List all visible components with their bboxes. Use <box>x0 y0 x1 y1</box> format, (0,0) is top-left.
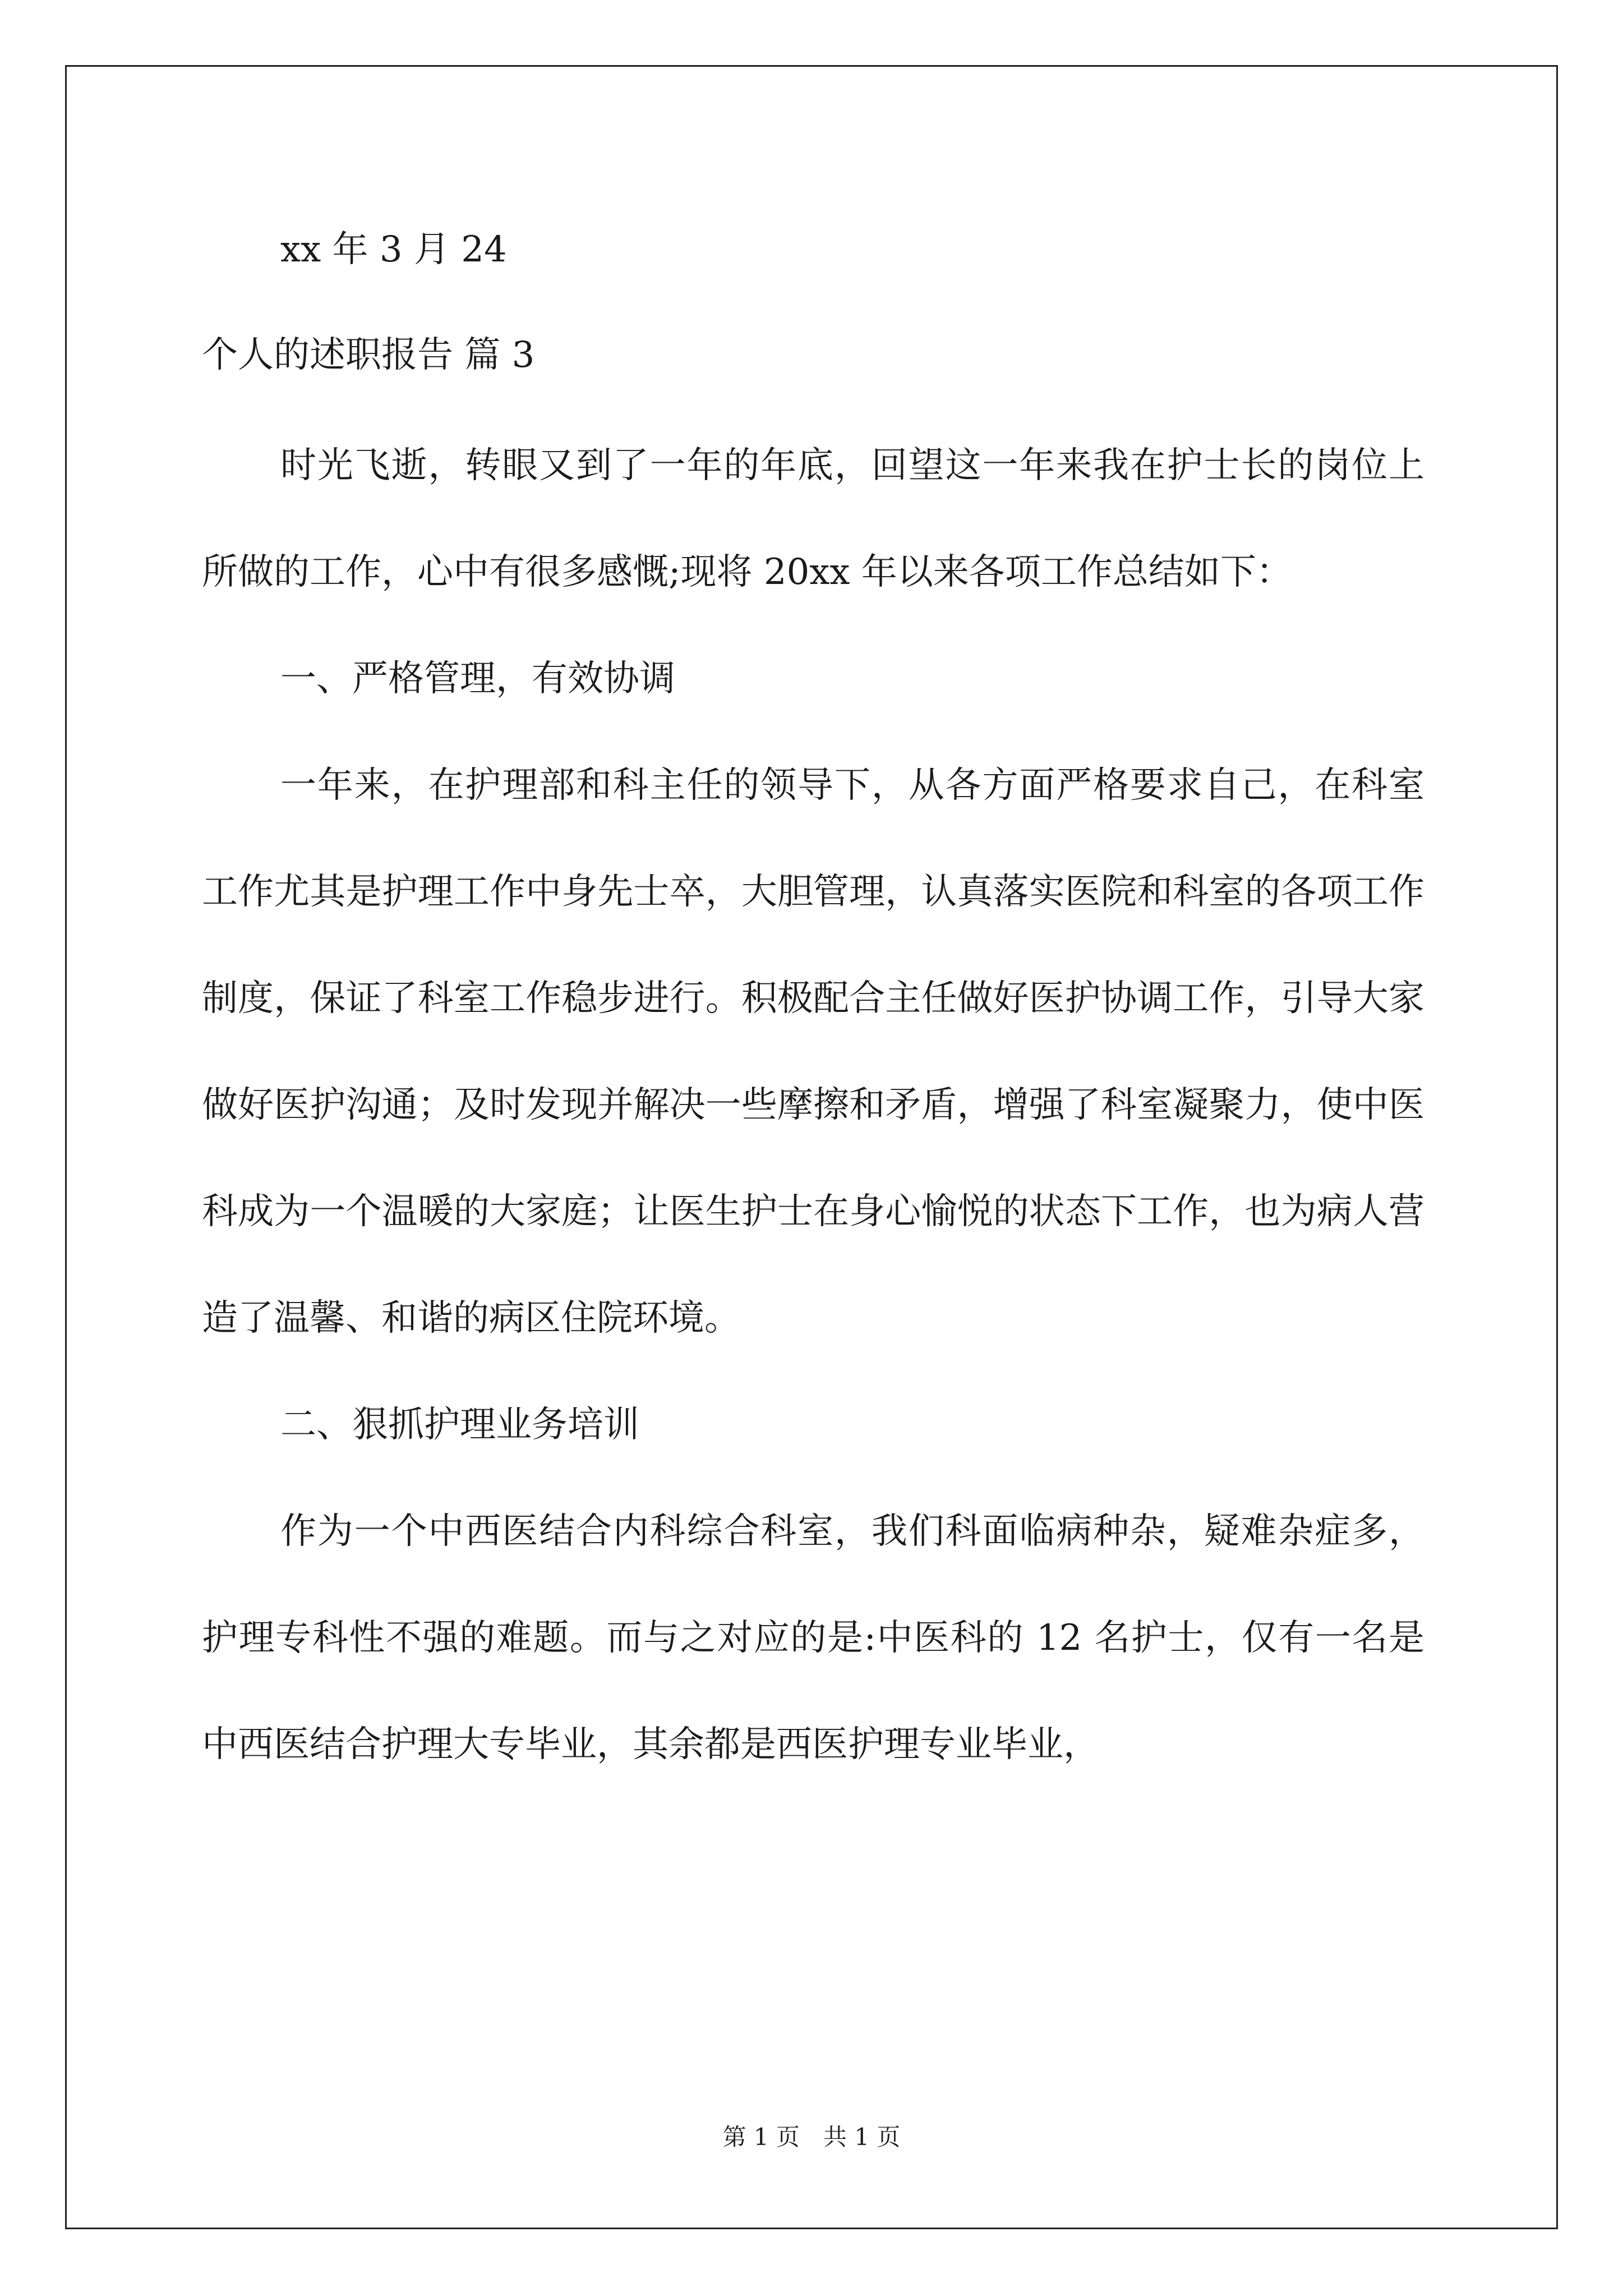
date-line: xx 年 3 月 24 <box>280 229 507 270</box>
heading-strict-management: 一、严格管理，有效协调 <box>280 658 675 700</box>
heading-nursing-training: 二、狠抓护理业务培训 <box>280 1404 639 1446</box>
page-footer: 第 1 页 共 1 页 <box>722 2123 901 2151</box>
document-body <box>202 412 1424 1798</box>
paragraph-intro: 时光飞逝，转眼又到了一年的年底，回望这一年来我在护士长的岗位上所做的工作，心中有很多感慨;现将 20xx 年以来各项工作总结如下： <box>202 445 1424 593</box>
paragraph-management: 一年来，在护理部和科主任的领导下，从各方面严格要求自己，在科室工作尤其是护理工作中身先士卒，大胆管理，认真落实医院和科室的各项工作制度，保证了科室工作稳步进行。积极配合主任做好医护协调工作，引导大家做好医护沟通；及时发现并解决一些摩擦和矛盾，增强了科室凝聚力，使中医科成为一个温暖的大家庭；让医生护士在身心愉悦的状态下工作，也为病人营造了温馨、和谐的病区住院环境。 <box>202 765 1424 1339</box>
section-title: 个人的述职报告 篇 3 <box>202 334 535 376</box>
paragraph-training: 作为一个中西医结合内科综合科室，我们科面临病种杂，疑难杂症多，护理专科性不强的难题。而与之对应的是:中医科的 12 名护士，仅有一名是中西医结合护理大专毕业，其余都是西医护理专业毕业， <box>202 1511 1424 1765</box>
